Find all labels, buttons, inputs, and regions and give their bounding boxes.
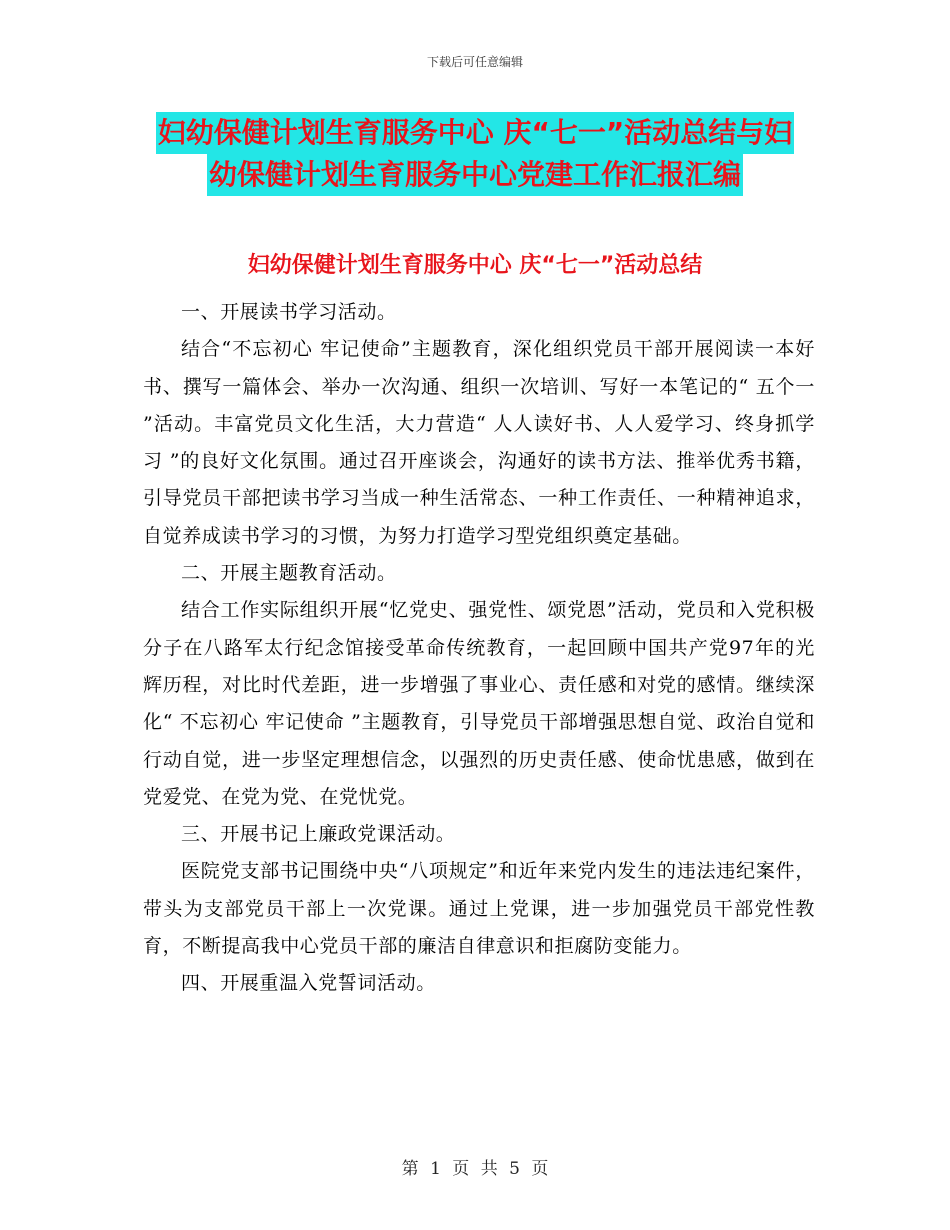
paragraph-reading-activity: 结合“不忘初心 牢记使命”主题教育，深化组织党员干部开展阅读一本好书、撰写一篇体会、举办一次沟通、组织一次培训、写好一本笔记的“ 五个一 ”活动。丰富党员文化生活，大力营造“ 人人读好书、人人爱学习、终身抓学习 ”的良好文化氛围。通过召开座谈会，沟通好的读书方法、推举优秀书籍，引导党员干部把读书学习当成一种生活常态、一种工作责任、一种精神追求，自觉养成读书学习的习惯，为努力打造学习型党组织奠定基础。 — [143, 338, 815, 547]
paragraph-integrity-lecture: 医院党支部书记围绕中央“八项规定”和近年来党内发生的违法违纪案件，带头为支部党员干部上一次党课。通过上党课，进一步加强党员干部党性教育，不断提高我中心党员干部的廉洁自律意识和拒腐防变能力。 — [143, 860, 815, 958]
heading-theme-education: 二、开展主题教育活动。 — [181, 562, 397, 585]
heading-integrity-lecture: 三、开展书记上廉政党课活动。 — [181, 823, 456, 846]
document-title-line-1: 妇幼保健计划生育服务中心 庆“七一”活动总结与妇 — [156, 112, 795, 154]
page-number-footer: 第 1 页 共 5 页 — [401, 1159, 549, 1179]
page-header-note: 下载后可任意编辑 — [426, 55, 523, 69]
document-body — [143, 294, 815, 1003]
paragraph-theme-education: 结合工作实际组织开展“忆党史、强党性、颂党恩”活动，党员和入党积极分子在八路军太行纪念馆接受革命传统教育，一起回顾中国共产党97年的光辉历程，对比时代差距，进一步增强了事业心、责任感和对党的感情。继续深化“ 不忘初心 牢记使命 ”主题教育，引导党员干部增强思想自觉、政治自觉和行动自觉，进一步坚定理想信念，以强烈的历史责任感、使命忧患感，做到在党爱党、在党为党、在党忧党。 — [143, 599, 815, 808]
document-title — [0, 112, 950, 196]
section-title: 妇幼保健计划生育服务中心 庆“七一”活动总结 — [247, 253, 703, 278]
heading-reading-activity: 一、开展读书学习活动。 — [181, 301, 397, 323]
document-title-line-2: 幼保健计划生育服务中心党建工作汇报汇编 — [207, 154, 743, 196]
heading-oath-review: 四、开展重温入党誓词活动。 — [181, 972, 436, 995]
